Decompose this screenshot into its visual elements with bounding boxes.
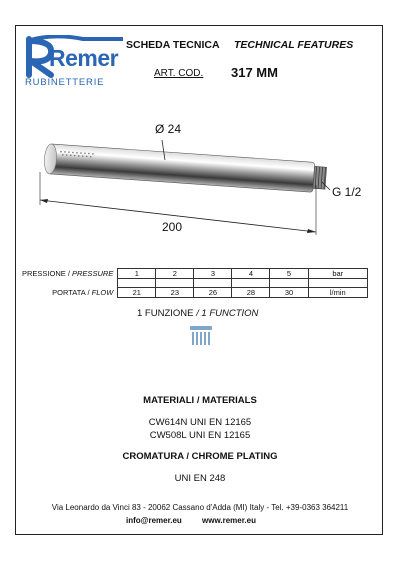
specs-table [20,268,368,298]
flow-cell: 26 [194,288,232,298]
title-english: TECHNICAL FEATURES [234,39,354,51]
shower-handle-drawing [0,0,400,250]
company-address: Via Leonardo da Vinci 83 - 20062 Cassano d'Adda (MI) Italy - Tel. +39-0363 364211 [51,503,349,512]
spacer-row [20,279,368,288]
pressure-unit: bar [308,269,367,279]
material-line: CW614N UNI EN 12165 [148,417,252,428]
material-line: CW508L UNI EN 12165 [149,430,251,441]
flow-cell: 21 [118,288,156,298]
pressure-label: PRESSIONE / PRESSURE [22,269,114,278]
length-label: 200 [162,220,183,234]
thread-label: G 1/2 [332,185,362,199]
logo-wordmark: Remer [49,45,119,71]
pressure-row [20,269,368,279]
flow-cell: 30 [270,288,308,298]
pressure-cell: 4 [232,269,270,279]
flow-unit: l/min [308,288,367,298]
flow-label: PORTATA / FLOW [52,288,114,297]
pressure-cell: 1 [118,269,156,279]
function-label-en: / 1 FUNCTION [196,308,259,319]
function-label-it: 1 FUNZIONE [137,308,194,319]
pressure-cell: 5 [270,269,308,279]
materials-heading: MATERIALI / MATERIALS [143,395,257,406]
flow-cell: 28 [232,288,270,298]
logo-subtitle: RUBINETTERIE [25,77,105,88]
title-italian: SCHEDA TECNICA [126,39,220,51]
website-link[interactable]: www.remer.eu [202,516,256,525]
shower-jet-icon [188,325,214,347]
diameter-label: Ø 24 [155,122,182,136]
article-code-label: ART. COD. [154,68,204,79]
flow-row [20,288,368,298]
email-link[interactable]: info@remer.eu [126,516,182,525]
article-code-value: 317 MM [231,65,278,80]
plating-standard: UNI EN 248 [174,473,226,484]
plating-heading: CROMATURA / CHROME PLATING [122,451,278,462]
flow-cell: 23 [156,288,194,298]
function-line [137,308,258,319]
pressure-cell: 3 [194,269,232,279]
pressure-cell: 2 [156,269,194,279]
